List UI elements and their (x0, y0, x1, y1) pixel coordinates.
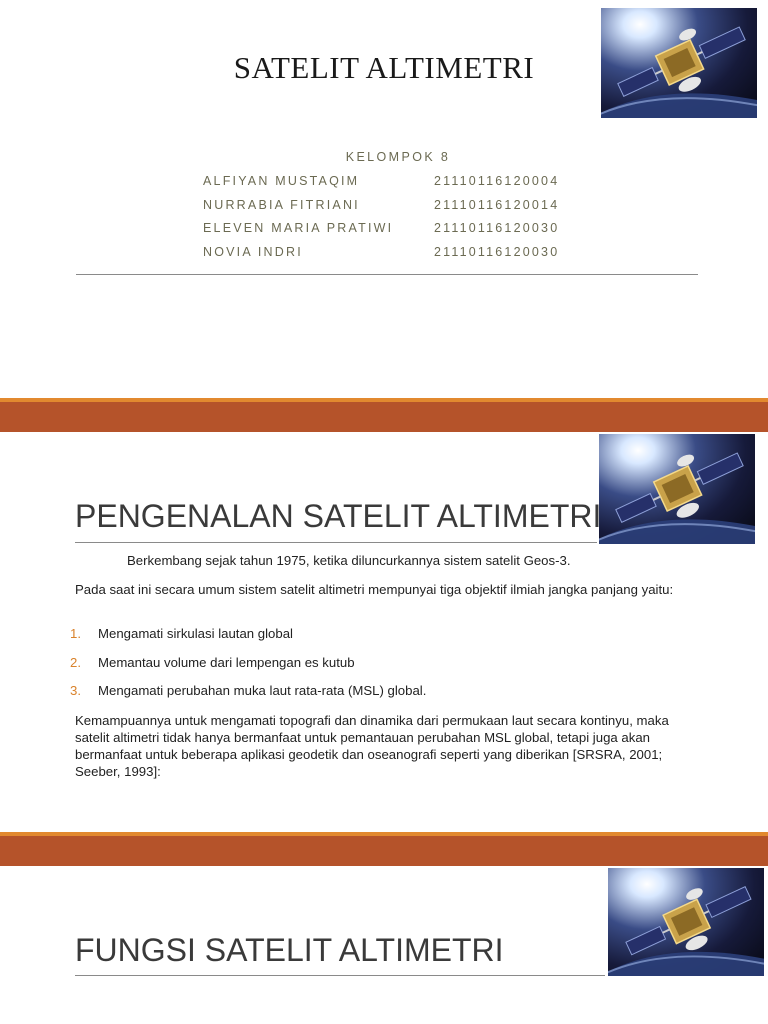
member-name: NURRABIA FITRIANI (203, 197, 360, 212)
slide-title: PENGENALAN SATELIT ALTIMETRI (75, 498, 602, 534)
title-underline (75, 542, 597, 543)
title-underline (75, 975, 605, 976)
paragraph: Pada saat ini secara umum sistem satelit altimetri mempunyai tiga objektif ilmiah jangka panjang yaitu: (75, 582, 674, 597)
satellite-image (599, 434, 755, 544)
member-row (203, 245, 583, 269)
satellite-illustration (599, 434, 755, 544)
member-name: ALFIYAN MUSTAQIM (203, 174, 360, 188)
slide-separator-bar (0, 398, 768, 432)
list-text: Memantau volume dari lempengan es kutub (98, 654, 355, 670)
group-label: KELOMPOK 8 (345, 150, 451, 164)
list-number: 2. (70, 654, 81, 670)
satellite-illustration (608, 868, 764, 976)
list-text: Mengamati sirkulasi lautan global (98, 626, 293, 641)
member-list (203, 174, 583, 268)
slide-title: SATELIT ALTIMETRI (233, 50, 535, 85)
member-id: 21110116120004 (434, 174, 560, 188)
list-number: 1. (70, 626, 81, 641)
member-name: NOVIA INDRI (203, 244, 303, 259)
slide-3 (0, 866, 768, 1024)
member-row (203, 221, 583, 245)
slide-separator-bar (0, 832, 768, 866)
satellite-image (608, 868, 764, 976)
divider (76, 274, 698, 275)
paragraph: Kemampuannya untuk mengamati topografi dan dinamika dari permukaan laut secara kontinyu, maka satelit altimetri tidak hanya bermanfaat untuk pemantauan perubahan MSL global, tetapi juga akan bermanfaat untuk beberapa aplikasi geodetik dan oseanografi seperti yang diberikan [SRSRA, 2001; Seeber, 1993]: (75, 713, 669, 779)
slide-title: FUNGSI SATELIT ALTIMETRI (75, 932, 504, 968)
member-id: 21110116120014 (434, 197, 560, 212)
member-id: 21110116120030 (434, 244, 560, 259)
member-id: 21110116120030 (434, 221, 560, 235)
member-name: ELEVEN MARIA PRATIWI (203, 221, 394, 235)
slide-1 (0, 0, 768, 398)
list-text: Mengamati perubahan muka laut rata-rata (MSL) global. (98, 683, 427, 698)
list-number: 3. (70, 683, 81, 698)
member-row (203, 174, 583, 198)
intro-text: Berkembang sejak tahun 1975, ketika diluncurkannya sistem satelit Geos-3. (127, 553, 571, 568)
member-row (203, 198, 583, 222)
